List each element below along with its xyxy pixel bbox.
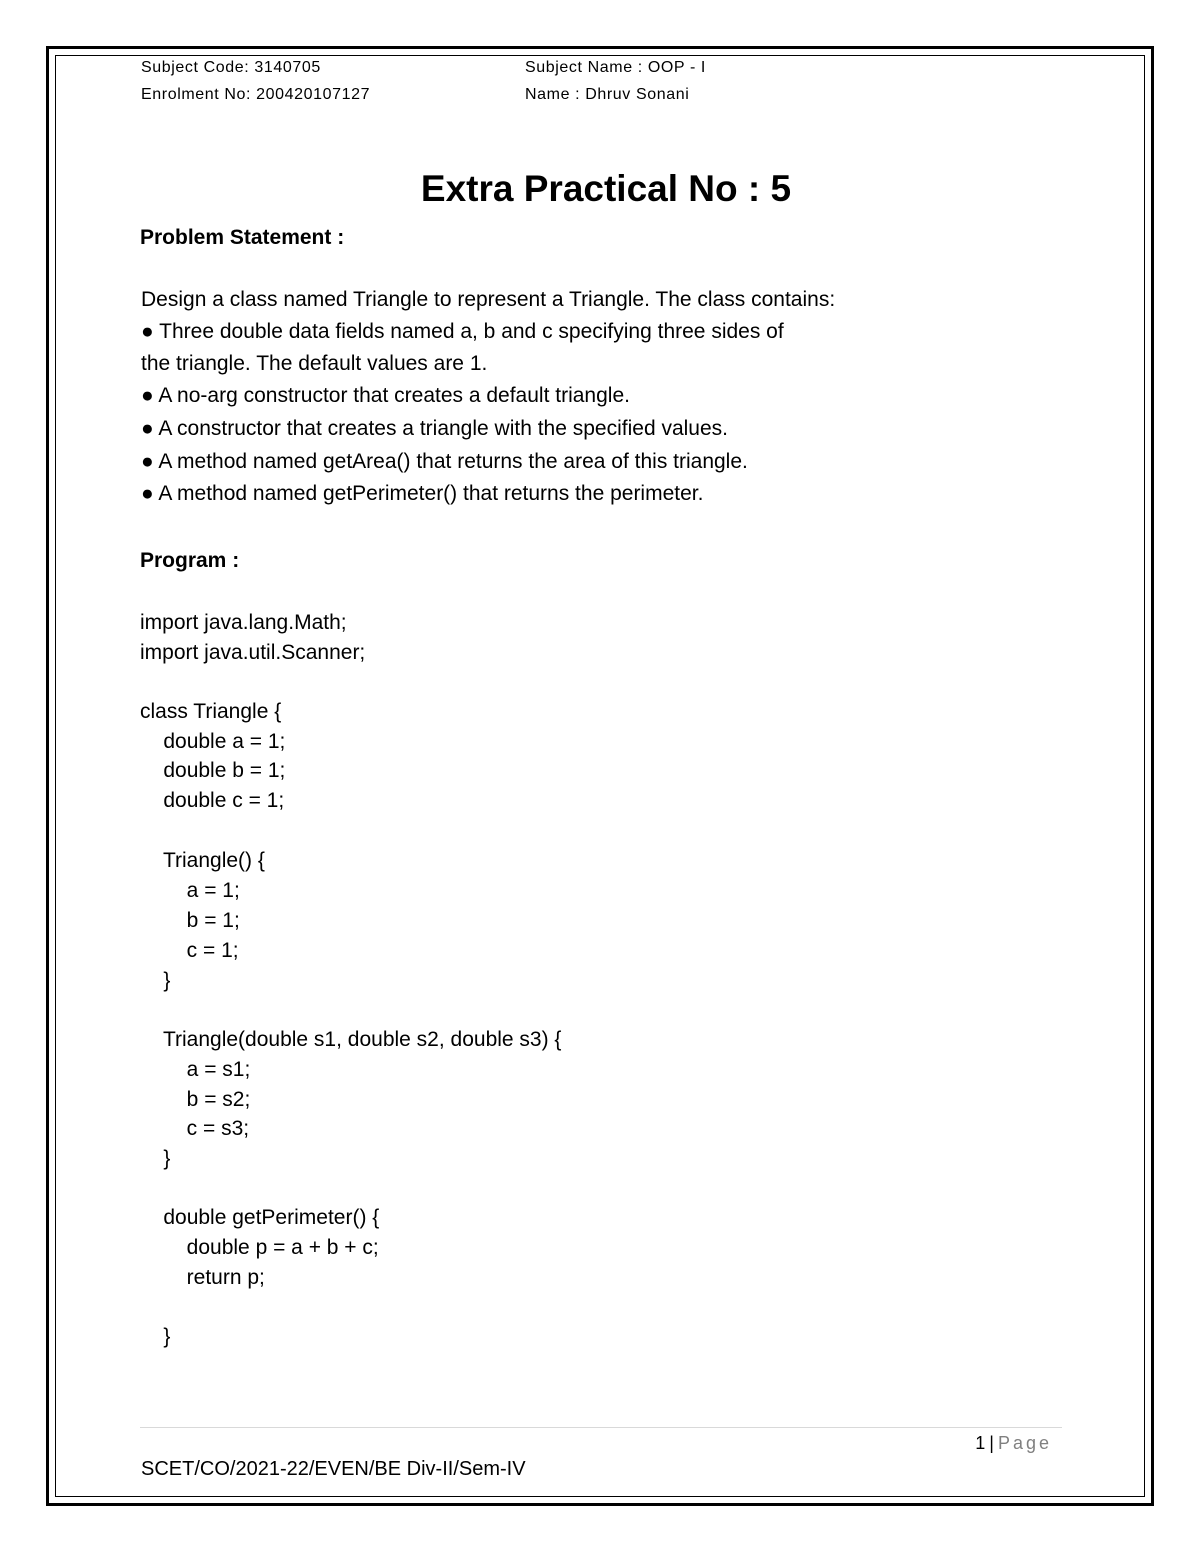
code-line: import java.util.Scanner;: [140, 641, 366, 664]
code-line: return p;: [140, 1266, 265, 1289]
subject-code: Subject Code: 3140705: [141, 59, 321, 76]
problem-line: ● A no-arg constructor that creates a default triangle.: [141, 384, 630, 407]
page-title: Extra Practical No : 5: [420, 168, 792, 209]
code-line: b = s2;: [140, 1088, 251, 1111]
problem-heading: Problem Statement :: [140, 226, 345, 249]
code-line: double a = 1;: [140, 730, 286, 753]
problem-line: the triangle. The default values are 1.: [141, 352, 488, 375]
code-line: }: [140, 969, 171, 992]
code-line: double p = a + b + c;: [140, 1236, 379, 1259]
code-line: c = s3;: [140, 1117, 250, 1140]
code-line: c = 1;: [140, 939, 239, 962]
problem-line: Design a class named Triangle to represent a Triangle. The class contains:: [141, 288, 836, 311]
code-line: double getPerimeter() {: [140, 1206, 380, 1229]
problem-line: ● A constructor that creates a triangle with the specified values.: [141, 417, 728, 440]
footer-divider: [140, 1427, 1062, 1428]
footer-course: SCET/CO/2021-22/EVEN/BE Div-II/Sem-IV: [141, 1458, 526, 1480]
page-number-value: 1: [975, 1433, 986, 1453]
code-line: import java.lang.Math;: [140, 611, 347, 634]
page-number-separator: |: [989, 1433, 994, 1453]
program-heading: Program :: [140, 549, 240, 572]
page-number: [975, 1433, 1052, 1454]
code-line: class Triangle {: [140, 700, 282, 723]
code-line: Triangle(double s1, double s2, double s3) {: [140, 1028, 562, 1051]
code-line: a = s1;: [140, 1058, 251, 1081]
problem-line: ● A method named getPerimeter() that returns the perimeter.: [141, 482, 704, 505]
code-line: double c = 1;: [140, 789, 285, 812]
code-line: }: [140, 1325, 171, 1348]
problem-line: ● Three double data fields named a, b and c specifying three sides of: [141, 320, 784, 343]
code-line: double b = 1;: [140, 759, 286, 782]
problem-line: ● A method named getArea() that returns the area of this triangle.: [141, 450, 748, 473]
code-line: b = 1;: [140, 909, 240, 932]
enrolment-no: Enrolment No: 200420107127: [141, 86, 371, 103]
subject-name: Subject Name : OOP - I: [525, 59, 706, 76]
code-line: Triangle() {: [140, 849, 265, 872]
code-line: a = 1;: [140, 879, 240, 902]
code-line: }: [140, 1147, 171, 1170]
student-name: Name : Dhruv Sonani: [525, 86, 690, 103]
page-label: Page: [997, 1433, 1052, 1453]
